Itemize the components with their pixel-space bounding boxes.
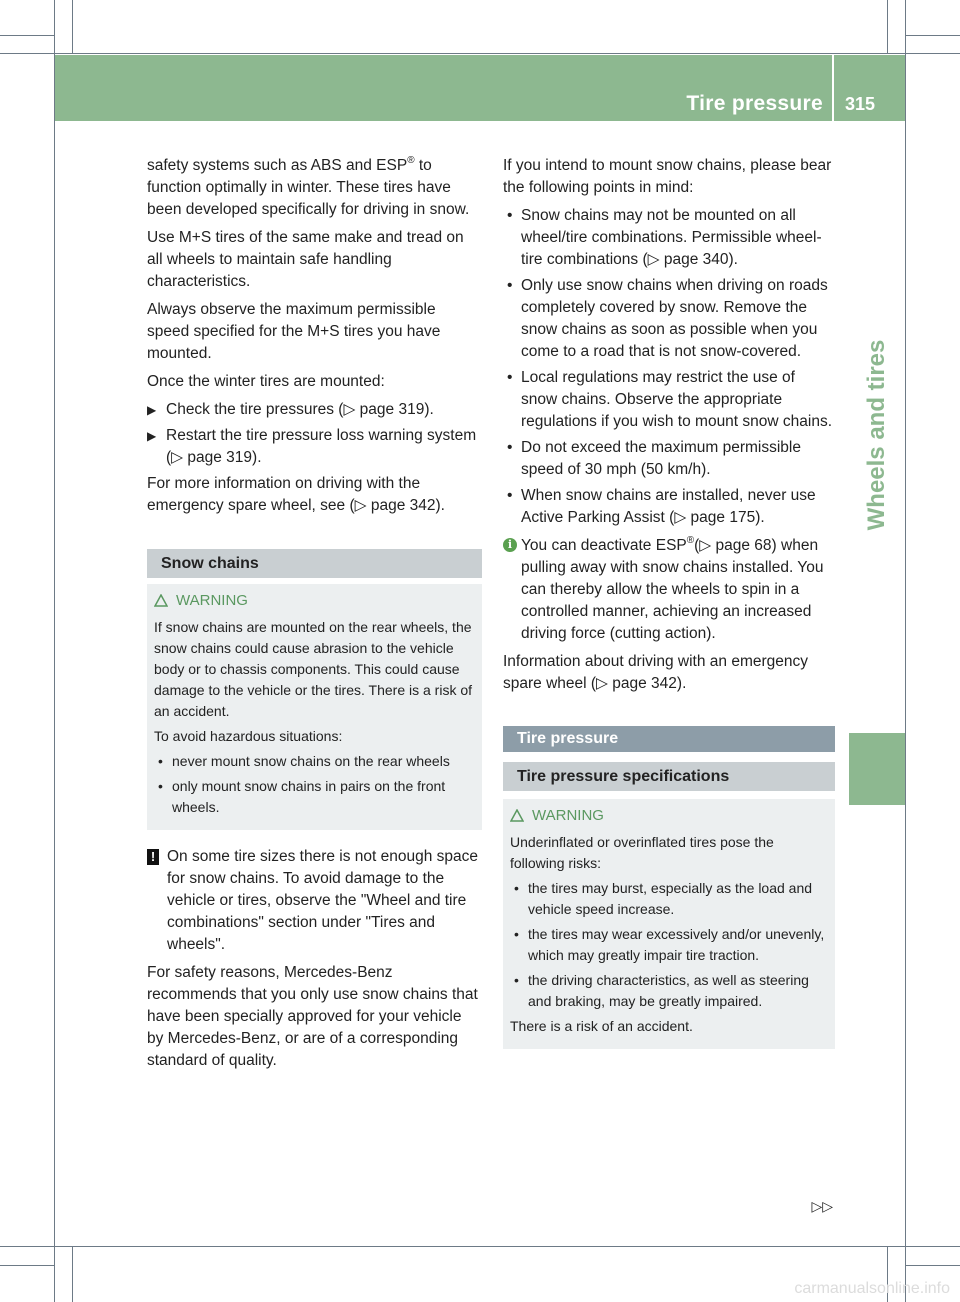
- right-column: [503, 155, 835, 1049]
- watermark: carmanualsonline.info: [794, 1280, 950, 1297]
- crop-mark: [906, 1265, 960, 1266]
- info-note: i You can deactivate ESP®(▷ page 68) when pulling away with snow chains installed. You can thereby allow the wheels to spin in a controlled manner, achieving an increased driving force (cutting action).: [503, 535, 835, 645]
- step-item: ▶ Restart the tire pressure loss warning system (▷ page 319).: [147, 427, 477, 466]
- list-item: • Do not exceed the maximum permissible speed of 30 mph (50 km/h).: [507, 439, 801, 478]
- warning-icon: [154, 594, 168, 607]
- step-arrow-icon: ▶: [147, 429, 157, 443]
- warning-text: To avoid hazardous situations:: [154, 728, 343, 744]
- warning-icon: [510, 809, 524, 822]
- crop-mark: [906, 35, 960, 36]
- warning-text: Underinflated or overinflated tires pose the following risks:: [510, 834, 774, 871]
- list-item: • Local regulations may restrict the use of snow chains. Observe the appropriate regulations if you wish to mount snow chains.: [507, 369, 833, 430]
- crop-mark: [0, 53, 960, 54]
- continue-mark: ▷▷: [811, 1198, 833, 1214]
- note: ! On some tire sizes there is not enough space for snow chains. To avoid damage to the vehicle or tires, observe the "Wheel and tire combinations" section under "Tires and wheels".: [147, 846, 482, 956]
- list-item: • Snow chains may not be mounted on all wheel/tire combinations. Permissible wheel-tire combinations (▷ page 340).: [507, 207, 822, 268]
- paragraph: Always observe the maximum permissible speed specified for the M+S tires you have mounted.: [147, 301, 441, 362]
- section-heading-tire-pressure-specs: Tire pressure specifications: [503, 762, 835, 791]
- side-tab-marker: [849, 733, 905, 805]
- header-divider: [832, 55, 834, 121]
- crop-mark: [72, 1247, 73, 1302]
- section-heading-tire-pressure: Tire pressure: [503, 726, 835, 752]
- crop-mark: [54, 0, 55, 1302]
- list-item: • When snow chains are installed, never use Active Parking Assist (▷ page 175).: [507, 487, 816, 526]
- paragraph: For more information on driving with the emergency spare wheel, see (▷ page 342).: [147, 475, 445, 514]
- warning-text: If snow chains are mounted on the rear wheels, the snow chains could cause abrasion to the vehicle body or to chassis components. This could cause damage to the vehicle or the tires. There is a risk of an accident.: [154, 619, 473, 719]
- exclamation-icon: !: [147, 849, 159, 865]
- crop-mark: [0, 1246, 960, 1247]
- crop-mark: [0, 35, 54, 36]
- warning-bullet: • never mount snow chains on the rear wheels: [158, 753, 450, 769]
- section-heading-snow-chains: Snow chains: [147, 549, 482, 578]
- warning-bullet: • only mount snow chains in pairs on the front wheels.: [158, 778, 446, 815]
- crop-mark: [0, 1265, 54, 1266]
- paragraph: safety systems such as ABS and ESP® to function optimally in winter. These tires have been developed specifically for driving in snow.: [147, 155, 470, 218]
- crop-mark: [905, 0, 906, 1302]
- warning-box: [147, 584, 482, 830]
- warning-bullet: • the tires may burst, especially as the load and vehicle speed increase.: [514, 880, 813, 917]
- crop-mark: [887, 0, 888, 54]
- warning-bullet: • the driving characteristics, as well as steering and braking, may be greatly impaired.: [514, 972, 809, 1009]
- crop-mark: [72, 0, 73, 54]
- page-title: Tire pressure: [686, 92, 823, 115]
- side-tab-label: Wheels and tires: [863, 339, 890, 531]
- paragraph: Use M+S tires of the same make and tread on all wheels to maintain safe handling characteristics.: [147, 229, 464, 290]
- info-icon: i: [503, 538, 517, 552]
- warning-title: WARNING: [510, 805, 825, 826]
- paragraph: Information about driving with an emergency spare wheel (▷ page 342).: [503, 653, 808, 692]
- warning-box: [503, 799, 835, 1049]
- list-item: • Only use snow chains when driving on roads completely covered by snow. Remove the snow chains as soon as possible when you come to a road that is not snow-covered.: [507, 277, 828, 360]
- paragraph: For safety reasons, Mercedes-Benz recommends that you only use snow chains that have been specially approved for your vehicle by Mercedes-Benz, or are of a corresponding standard of quality.: [147, 964, 478, 1069]
- step-arrow-icon: ▶: [147, 403, 157, 417]
- paragraph: Once the winter tires are mounted:: [147, 373, 385, 390]
- step-item: ▶ Check the tire pressures (▷ page 319).: [147, 399, 482, 421]
- left-column: [147, 155, 482, 1078]
- page-number: 315: [845, 94, 876, 114]
- warning-title: WARNING: [154, 590, 472, 611]
- paragraph: If you intend to mount snow chains, please bear the following points in mind:: [503, 157, 832, 196]
- warning-text: There is a risk of an accident.: [510, 1018, 693, 1034]
- warning-bullet: • the tires may wear excessively and/or unevenly, which may greatly impair tire traction.: [514, 926, 825, 963]
